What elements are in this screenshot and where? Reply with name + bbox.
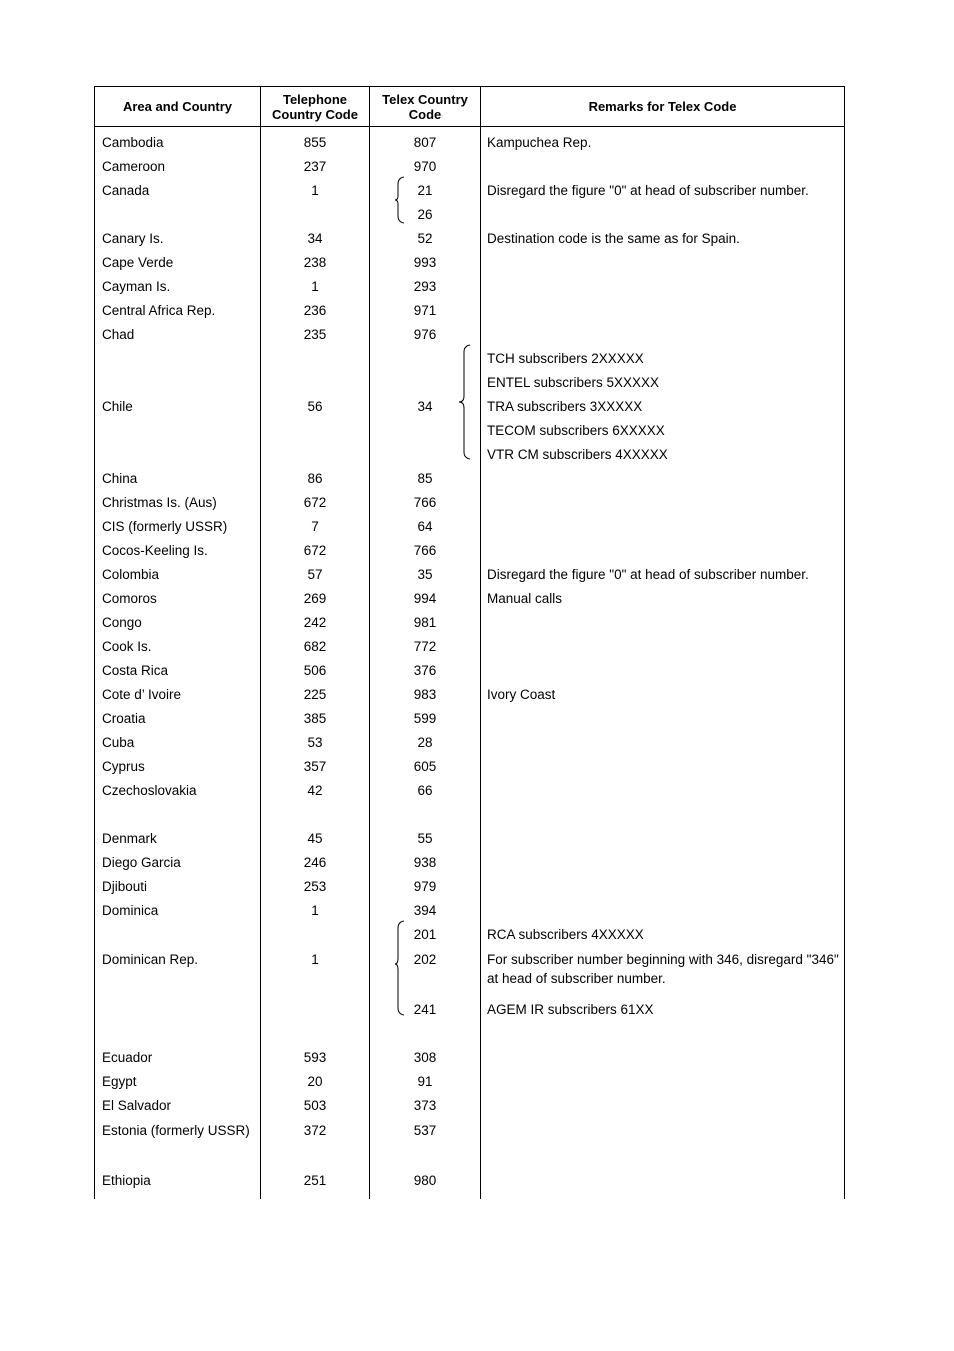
header-remarks-for-telex-code: Remarks for Telex Code — [481, 87, 845, 127]
cell-country: Cape Verde — [95, 251, 261, 275]
cell-telephone-code: 357 — [261, 755, 370, 779]
cell-telephone-code: 236 — [261, 299, 370, 323]
cell-telephone-code — [261, 803, 370, 827]
cell-country: Cuba — [95, 731, 261, 755]
table-row — [95, 755, 845, 779]
cell-country — [95, 443, 261, 467]
cell-remarks — [481, 755, 845, 779]
cell-country: Colombia — [95, 563, 261, 587]
table-body — [95, 127, 845, 1200]
cell-telex-code — [370, 443, 481, 467]
table-row — [95, 851, 845, 875]
cell-remarks — [481, 275, 845, 299]
cell-remarks — [481, 779, 845, 803]
cell-telephone-code: 237 — [261, 155, 370, 179]
cell-remarks: AGEM IR subscribers 61XX — [481, 998, 845, 1022]
cell-remarks: VTR CM subscribers 4XXXXX — [481, 443, 845, 467]
cell-country: Denmark — [95, 827, 261, 851]
cell-telex-code: 308 — [370, 1046, 481, 1070]
cell-telephone-code: 682 — [261, 635, 370, 659]
table-row — [95, 1046, 845, 1070]
table-row — [95, 998, 845, 1022]
table-row — [95, 179, 845, 203]
cell-remarks: ENTEL subscribers 5XXXXX — [481, 371, 845, 395]
cell-telex-code: 599 — [370, 707, 481, 731]
table-row — [95, 1118, 845, 1169]
cell-telex-code: 26 — [370, 203, 481, 227]
cell-country: Cambodia — [95, 127, 261, 156]
cell-remarks — [481, 635, 845, 659]
table-row — [95, 803, 845, 827]
cell-telephone-code: 225 — [261, 683, 370, 707]
cell-country: Congo — [95, 611, 261, 635]
cell-remarks — [481, 851, 845, 875]
cell-telex-code: 772 — [370, 635, 481, 659]
cell-remarks: Destination code is the same as for Spain. — [481, 227, 845, 251]
table-row — [95, 155, 845, 179]
cell-remarks — [481, 1169, 845, 1199]
table-row — [95, 899, 845, 923]
cell-telex-code: 293 — [370, 275, 481, 299]
cell-telex-code: 807 — [370, 127, 481, 156]
cell-remarks — [481, 251, 845, 275]
cell-country: Dominica — [95, 899, 261, 923]
cell-country: CIS (formerly USSR) — [95, 515, 261, 539]
cell-remarks: TECOM subscribers 6XXXXX — [481, 419, 845, 443]
cell-telex-code: 376 — [370, 659, 481, 683]
cell-country: Comoros — [95, 587, 261, 611]
cell-telex-code: 35 — [370, 563, 481, 587]
cell-telephone-code: 1 — [261, 275, 370, 299]
cell-telex-code: 85 — [370, 467, 481, 491]
table-row — [95, 275, 845, 299]
table-row — [95, 923, 845, 947]
cell-telephone-code: 593 — [261, 1046, 370, 1070]
cell-telex-code: 938 — [370, 851, 481, 875]
cell-country — [95, 1022, 261, 1046]
table-row — [95, 1169, 845, 1199]
header-telex-line2: Code — [408, 106, 442, 122]
cell-telephone-code: 42 — [261, 779, 370, 803]
cell-country: Ethiopia — [95, 1169, 261, 1199]
cell-country: Diego Garcia — [95, 851, 261, 875]
cell-telex-code: 52 — [370, 227, 481, 251]
header-telex-line1: Telex Country — [382, 91, 468, 107]
cell-telex-code: 994 — [370, 587, 481, 611]
cell-remarks: TRA subscribers 3XXXXX — [481, 395, 845, 419]
table-row — [95, 371, 845, 395]
cell-telex-code: 55 — [370, 827, 481, 851]
cell-telex-code — [370, 419, 481, 443]
cell-remarks — [481, 1070, 845, 1094]
cell-country: Djibouti — [95, 875, 261, 899]
cell-country — [95, 203, 261, 227]
table-row — [95, 227, 845, 251]
table-row — [95, 827, 845, 851]
cell-telephone-code: 385 — [261, 707, 370, 731]
cell-remarks: TCH subscribers 2XXXXX — [481, 347, 845, 371]
cell-telephone-code — [261, 203, 370, 227]
table-row — [95, 875, 845, 899]
cell-country — [95, 371, 261, 395]
cell-country: Croatia — [95, 707, 261, 731]
table-row — [95, 419, 845, 443]
cell-country — [95, 803, 261, 827]
table-row — [95, 443, 845, 467]
cell-remarks — [481, 1046, 845, 1070]
cell-telephone-code — [261, 1022, 370, 1046]
cell-country — [95, 419, 261, 443]
cell-remarks — [481, 1022, 845, 1046]
cell-country: Cayman Is. — [95, 275, 261, 299]
cell-remarks — [481, 1118, 845, 1169]
table-row — [95, 1022, 845, 1046]
table-row — [95, 659, 845, 683]
cell-remarks — [481, 323, 845, 347]
cell-telephone-code — [261, 998, 370, 1022]
cell-telex-code: 971 — [370, 299, 481, 323]
cell-telex-code: 970 — [370, 155, 481, 179]
cell-remarks — [481, 731, 845, 755]
cell-remarks — [481, 611, 845, 635]
cell-country: Cyprus — [95, 755, 261, 779]
cell-telex-code: 34 — [370, 395, 481, 419]
cell-telex-code — [370, 347, 481, 371]
cell-telex-code: 64 — [370, 515, 481, 539]
cell-remarks — [481, 491, 845, 515]
table-row — [95, 347, 845, 371]
cell-telephone-code: 246 — [261, 851, 370, 875]
cell-remarks: Manual calls — [481, 587, 845, 611]
cell-telex-code — [370, 803, 481, 827]
cell-country: Central Africa Rep. — [95, 299, 261, 323]
table-row — [95, 395, 845, 419]
cell-telephone-code: 269 — [261, 587, 370, 611]
cell-remarks — [481, 659, 845, 683]
table-row — [95, 515, 845, 539]
cell-telephone-code: 20 — [261, 1070, 370, 1094]
cell-telex-code: 976 — [370, 323, 481, 347]
cell-country: Costa Rica — [95, 659, 261, 683]
table-row — [95, 731, 845, 755]
table-row — [95, 203, 845, 227]
table-row — [95, 323, 845, 347]
cell-remarks — [481, 899, 845, 923]
table-header — [95, 87, 845, 127]
header-telephone-country-code — [261, 87, 370, 127]
cell-country: Cook Is. — [95, 635, 261, 659]
cell-country: Ecuador — [95, 1046, 261, 1070]
cell-telex-code — [370, 371, 481, 395]
cell-remarks — [481, 203, 845, 227]
cell-country: Christmas Is. (Aus) — [95, 491, 261, 515]
cell-telephone-code — [261, 923, 370, 947]
table-row — [95, 539, 845, 563]
cell-telephone-code: 672 — [261, 539, 370, 563]
cell-remarks: Disregard the figure "0" at head of subscriber number. — [481, 179, 845, 203]
cell-telephone-code: 251 — [261, 1169, 370, 1199]
cell-telex-code: 983 — [370, 683, 481, 707]
cell-telex-code: 605 — [370, 755, 481, 779]
table-row — [95, 947, 845, 998]
cell-remarks — [481, 299, 845, 323]
cell-telex-code: 21 — [370, 179, 481, 203]
cell-telephone-code: 242 — [261, 611, 370, 635]
cell-telephone-code: 7 — [261, 515, 370, 539]
cell-country: Egypt — [95, 1070, 261, 1094]
table-row — [95, 251, 845, 275]
cell-telephone-code: 34 — [261, 227, 370, 251]
table-row — [95, 587, 845, 611]
table-row — [95, 635, 845, 659]
table-row — [95, 491, 845, 515]
cell-telephone-code: 45 — [261, 827, 370, 851]
cell-telephone-code: 372 — [261, 1118, 370, 1169]
cell-telephone-code: 235 — [261, 323, 370, 347]
cell-telex-code: 28 — [370, 731, 481, 755]
cell-remarks: RCA subscribers 4XXXXX — [481, 923, 845, 947]
cell-telephone-code: 238 — [261, 251, 370, 275]
cell-telex-code: 373 — [370, 1094, 481, 1118]
table-row — [95, 1070, 845, 1094]
header-area-and-country: Area and Country — [95, 87, 261, 127]
cell-country: Chad — [95, 323, 261, 347]
cell-remarks — [481, 707, 845, 731]
cell-country: Chile — [95, 395, 261, 419]
cell-remarks — [481, 539, 845, 563]
cell-country: Cote d’ Ivoire — [95, 683, 261, 707]
cell-country — [95, 923, 261, 947]
telex-code-table-container — [94, 86, 844, 1199]
cell-telex-code: 980 — [370, 1169, 481, 1199]
cell-telephone-code: 672 — [261, 491, 370, 515]
cell-remarks — [481, 827, 845, 851]
cell-telex-code: 537 — [370, 1118, 481, 1169]
cell-telex-code: 66 — [370, 779, 481, 803]
table-row — [95, 467, 845, 491]
cell-telex-code: 241 — [370, 998, 481, 1022]
cell-remarks — [481, 155, 845, 179]
cell-telephone-code: 56 — [261, 395, 370, 419]
cell-telephone-code: 1 — [261, 947, 370, 998]
cell-telephone-code: 53 — [261, 731, 370, 755]
cell-remarks: Ivory Coast — [481, 683, 845, 707]
header-row — [95, 87, 845, 127]
cell-remarks: Disregard the figure "0" at head of subscriber number. — [481, 563, 845, 587]
cell-telephone-code: 86 — [261, 467, 370, 491]
cell-remarks — [481, 803, 845, 827]
cell-telex-code — [370, 1022, 481, 1046]
cell-country: Cocos-Keeling Is. — [95, 539, 261, 563]
table-row — [95, 707, 845, 731]
cell-country: Canada — [95, 179, 261, 203]
cell-telex-code: 993 — [370, 251, 481, 275]
table-row — [95, 779, 845, 803]
cell-country — [95, 347, 261, 371]
cell-telephone-code: 1 — [261, 179, 370, 203]
cell-country: Estonia (formerly USSR) — [95, 1118, 261, 1169]
header-telephone-line2: Country Code — [272, 106, 358, 122]
cell-telex-code: 981 — [370, 611, 481, 635]
table-row — [95, 563, 845, 587]
cell-telephone-code — [261, 443, 370, 467]
cell-telex-code: 201 — [370, 923, 481, 947]
cell-telephone-code — [261, 419, 370, 443]
cell-telephone-code — [261, 371, 370, 395]
cell-remarks — [481, 1094, 845, 1118]
cell-telephone-code: 506 — [261, 659, 370, 683]
cell-telephone-code: 1 — [261, 899, 370, 923]
cell-telex-code: 202 — [370, 947, 481, 998]
cell-telephone-code: 253 — [261, 875, 370, 899]
cell-country: Cameroon — [95, 155, 261, 179]
cell-telex-code: 91 — [370, 1070, 481, 1094]
cell-country: Canary Is. — [95, 227, 261, 251]
cell-telex-code: 979 — [370, 875, 481, 899]
cell-remarks — [481, 515, 845, 539]
cell-remarks — [481, 875, 845, 899]
cell-telex-code: 766 — [370, 491, 481, 515]
header-telex-country-code — [370, 87, 481, 127]
cell-country: China — [95, 467, 261, 491]
cell-telex-code: 766 — [370, 539, 481, 563]
table-row — [95, 1094, 845, 1118]
cell-telephone-code: 855 — [261, 127, 370, 156]
cell-telephone-code: 57 — [261, 563, 370, 587]
cell-remarks: For subscriber number beginning with 346, disregard "346" at head of subscriber number. — [481, 947, 845, 998]
cell-country: Czechoslovakia — [95, 779, 261, 803]
cell-country: El Salvador — [95, 1094, 261, 1118]
header-telephone-line1: Telephone — [282, 91, 348, 107]
cell-remarks — [481, 467, 845, 491]
cell-country: Dominican Rep. — [95, 947, 261, 998]
cell-remarks: Kampuchea Rep. — [481, 127, 845, 156]
table-row — [95, 299, 845, 323]
cell-telex-code: 394 — [370, 899, 481, 923]
table-row — [95, 127, 845, 156]
cell-telephone-code — [261, 347, 370, 371]
telex-code-table — [94, 86, 845, 1199]
table-row — [95, 611, 845, 635]
cell-country — [95, 998, 261, 1022]
table-row — [95, 683, 845, 707]
cell-telephone-code: 503 — [261, 1094, 370, 1118]
